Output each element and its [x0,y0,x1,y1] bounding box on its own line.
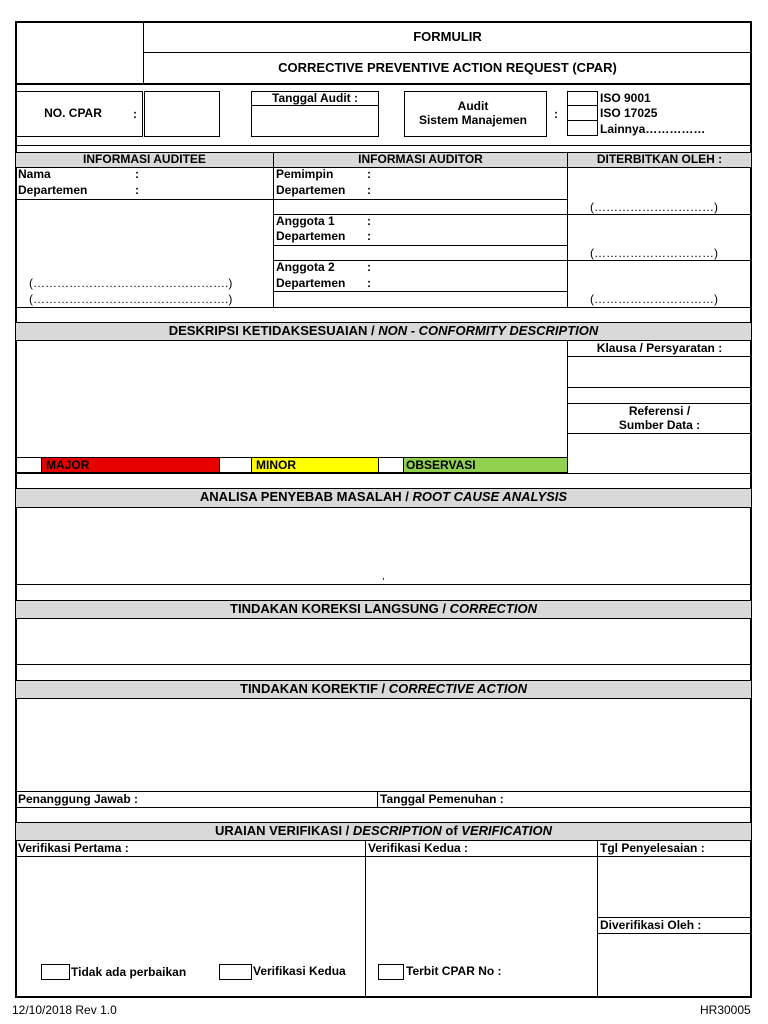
verification-column-divider [597,841,598,997]
tanggal-audit-divider [251,105,379,106]
anggota1-label: Anggota 1 [276,214,335,228]
departemen-colon: : [135,183,139,197]
root-cause-header: ANALISA PENYEBAB MASALAH / ROOT CAUSE ANALYSIS [16,488,751,508]
departemen-label: Departemen [18,183,88,197]
major-label: MAJOR [46,458,90,472]
auditor-divider [274,199,567,200]
no-cpar-label: NO. CPAR [44,106,102,120]
klausa-divider [568,387,751,388]
form-title: CORRECTIVE PREVENTIVE ACTION REQUEST (CPAR) [278,60,617,75]
major-checkbox[interactable] [16,457,42,473]
pemimpin-label: Pemimpin [276,167,334,181]
referensi-label: Referensi / [628,404,691,418]
verifikasi-pertama-label: Verifikasi Pertama : [18,841,129,855]
observasi-label: OBSERVASI [406,458,476,472]
issued-signature-line: (…………………………) [590,200,718,214]
anggota1-departemen-colon: : [367,229,371,243]
verifikasi-kedua-option-label: Verifikasi Kedua [253,964,346,978]
lainnya-label: Lainnya…………… [600,122,706,136]
tidak-ada-perbaikan-checkbox[interactable] [41,964,70,980]
nama-label: Nama [18,167,51,181]
section-divider [16,584,751,585]
audit-label-sub: Sistem Manajemen [418,113,528,127]
section-divider [16,307,751,308]
terbit-cpar-checkbox[interactable] [378,964,404,980]
responsible-column-divider [377,791,378,807]
verifikasi-kedua-checkbox[interactable] [219,964,252,980]
header-divider [16,83,751,85]
auditee-signature-line: (………………………………………….) [29,292,233,306]
anggota1-colon: : [367,214,371,228]
penanggung-jawab-label: Penanggung Jawab : [18,792,139,806]
terbit-cpar-label: Terbit CPAR No : [406,964,502,978]
klausa-label: Klausa / Persyaratan : [596,341,723,355]
iso-9001-label: ISO 9001 [600,91,651,105]
footer-date-rev: 12/10/2018 Rev 1.0 [12,1003,117,1017]
anggota2-label: Anggota 2 [276,260,335,274]
issued-signature-line: (…………………………) [590,292,718,306]
verifikasi-kedua-label: Verifikasi Kedua : [368,841,469,855]
auditor-header: INFORMASI AUDITOR [358,152,483,166]
section-divider [16,145,751,146]
diverifikasi-divider [598,933,751,934]
auditee-signature-line: (………………………………………….) [29,276,233,290]
lainnya-checkbox[interactable] [567,120,598,136]
anggota2-departemen-label: Departemen [276,276,346,290]
auditee-divider [16,199,273,200]
audit-colon: : [554,107,558,121]
form-label: FORMULIR [413,29,482,44]
iso-17025-checkbox[interactable] [567,105,598,121]
referensi-label-sub: Sumber Data : [618,418,701,432]
section-divider [16,807,751,808]
verification-header: URAIAN VERIFIKASI / DESCRIPTION of VERIFICATION [16,822,751,841]
tidak-ada-perbaikan-label: Tidak ada perbaikan [71,965,187,979]
info-column-divider [567,152,568,307]
verification-divider [16,856,751,857]
info-column-divider [273,152,274,307]
issued-divider [568,214,751,215]
pemimpin-colon: : [367,167,371,181]
tanggal-pemenuhan-label: Tanggal Pemenuhan : [380,792,504,806]
header-divider [143,52,751,53]
tgl-penyelesaian-label: Tgl Penyelesaian : [600,841,705,855]
no-cpar-field[interactable] [144,91,220,137]
section-divider [16,664,751,665]
iso-17025-label: ISO 17025 [600,106,658,120]
anggota1-departemen-label: Departemen [276,229,346,243]
auditee-header: INFORMASI AUDITEE [83,152,206,166]
anggota2-departemen-colon: : [367,276,371,290]
anggota2-colon: : [367,260,371,274]
audit-label: Audit [457,99,489,113]
iso-9001-checkbox[interactable] [567,91,598,106]
observasi-checkbox[interactable] [378,457,404,473]
diverifikasi-oleh-label: Diverifikasi Oleh : [600,918,702,932]
root-cause-mark: , [382,571,385,582]
section-divider [16,473,751,474]
issued-by-header: DITERBITKAN OLEH : [596,152,723,166]
correction-header: TINDAKAN KOREKSI LANGSUNG / CORRECTION [16,600,751,619]
issued-divider [568,260,751,261]
auditor-divider [274,245,567,246]
issued-signature-line: (…………………………) [590,246,718,260]
tanggal-audit-label: Tanggal Audit : [272,91,358,105]
pemimpin-departemen-colon: : [367,183,371,197]
no-cpar-colon: : [133,107,137,121]
corrective-action-header: TINDAKAN KOREKTIF / CORRECTIVE ACTION [16,680,751,699]
nama-colon: : [135,167,139,181]
referensi-divider [568,433,751,434]
pemimpin-departemen-label: Departemen [276,183,346,197]
footer-doc-code: HR30005 [700,1003,751,1017]
minor-checkbox[interactable] [219,457,252,473]
minor-label: MINOR [256,458,296,472]
klausa-divider [568,356,751,357]
verification-column-divider [365,841,366,997]
nonconformity-header: DESKRIPSI KETIDAKSESUAIAN / NON - CONFORMITY DESCRIPTION [16,322,751,341]
auditor-divider [274,291,567,292]
